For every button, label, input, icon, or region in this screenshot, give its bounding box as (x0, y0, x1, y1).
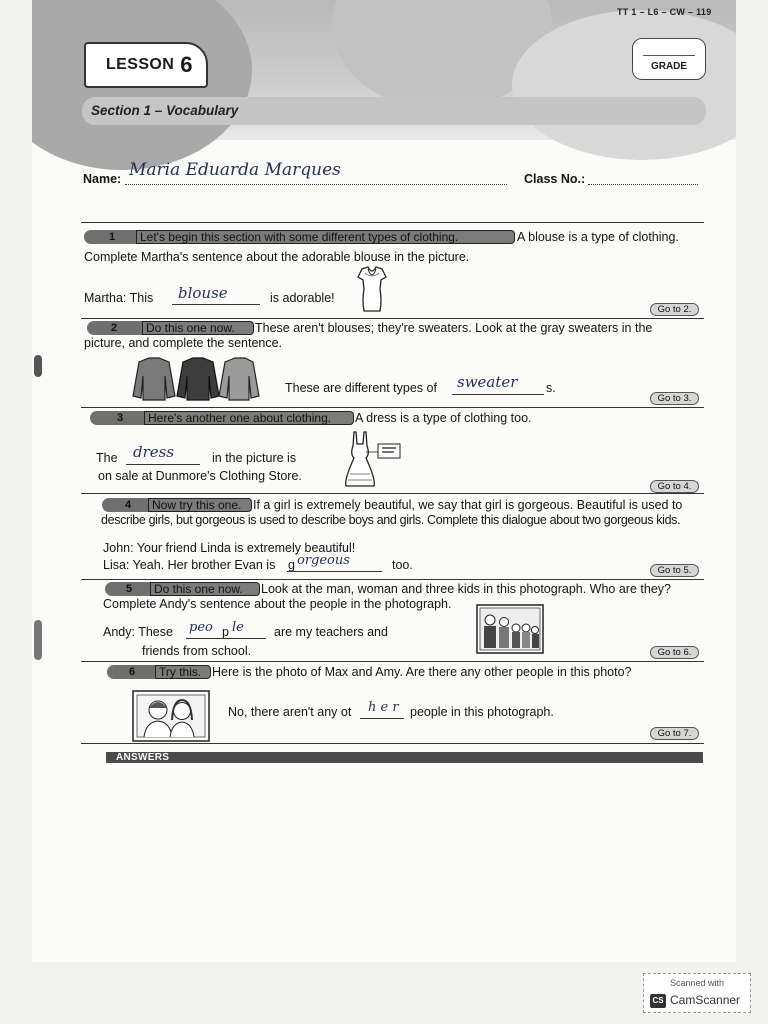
answer-suffix: are my teachers and (274, 625, 388, 639)
question-text-line2: Complete Andy's sentence about the people in the photograph. (103, 597, 452, 611)
blouse-picture (352, 265, 392, 313)
answers-label: ANSWERS (116, 752, 170, 763)
question-text-line2: describe girls, but gorgeous is used to describe boys and girls. Complete this dialogue about two gorgeous kids. (101, 513, 681, 527)
answer-line (172, 304, 260, 305)
camscanner-logo-icon: CS (650, 994, 666, 1008)
grade-line (643, 55, 695, 56)
answers-bar (106, 752, 703, 763)
lesson-badge (84, 42, 208, 88)
worksheet-page (32, 0, 736, 962)
go-to-4-button[interactable]: Go to 4. (650, 480, 699, 493)
couple-photo-picture (132, 690, 210, 742)
answer-line (287, 571, 382, 572)
go-to-6-button[interactable]: Go to 6. (650, 646, 699, 659)
go-to-5-button[interactable]: Go to 5. (650, 564, 699, 577)
answer-line (360, 718, 404, 719)
divider-rule (81, 222, 704, 223)
question-text-line2: Complete Martha's sentence about the adorable blouse in the picture. (84, 250, 470, 264)
answer-suffix: in the picture is (212, 451, 297, 465)
group-photo-picture (476, 604, 544, 654)
name-label: Name: (83, 172, 122, 186)
answer-suffix: is adorable! (270, 291, 335, 305)
sweaters-picture (129, 356, 261, 402)
answer-suffix: people in this photograph. (410, 705, 554, 719)
question-number: 1 (108, 231, 116, 243)
answer-handwritten: le (232, 620, 244, 635)
answer-suffix: s. (546, 381, 556, 395)
class-dotted-line (588, 184, 698, 185)
answer-suffix: too. (392, 558, 413, 572)
divider-rule (81, 318, 704, 319)
lesson-number: 6 (180, 52, 193, 77)
divider-rule (81, 493, 704, 494)
answer-line (186, 638, 266, 639)
question-text-line2: picture, and complete the sentence. (84, 336, 283, 350)
answer-prefix: These are different types of (285, 381, 437, 395)
answer-line3: friends from school. (142, 644, 252, 658)
question-text: A dress is a type of clothing too. (355, 411, 532, 425)
binder-hole (34, 355, 42, 377)
answer-printed-letter: g (288, 558, 295, 572)
worksheet-code: TT 1 – L6 – CW – 119 (617, 7, 712, 17)
answer-prefix: Lisa: Yeah. Her brother Evan is (103, 558, 276, 572)
question-number: 3 (116, 412, 124, 424)
name-value: Maria Eduarda Marques (129, 160, 341, 180)
answer-handwritten: blouse (178, 284, 228, 302)
answer-handwritten: h e r (368, 700, 399, 715)
lesson-label: LESSON (106, 56, 175, 73)
camscanner-watermark (643, 973, 751, 1013)
divider-rule (81, 743, 704, 744)
grade-box (632, 38, 706, 80)
watermark-brand: CamScanner (670, 993, 741, 1007)
question-text: Look at the man, woman and three kids in this photograph. Who are they? (261, 582, 671, 596)
class-label: Class No.: (524, 172, 586, 186)
question-text-line2: on sale at Dunmore's Clothing Store. (98, 469, 302, 483)
go-to-2-button[interactable]: Go to 2. (650, 303, 699, 316)
answer-handwritten: peo (189, 620, 213, 635)
divider-rule (81, 407, 704, 408)
answer-handwritten: dress (133, 443, 175, 461)
question-highlight: Do this one now. (150, 582, 260, 596)
grade-label: GRADE (650, 61, 688, 72)
answer-prefix: Martha: This (84, 291, 154, 305)
go-to-3-button[interactable]: Go to 3. (650, 392, 699, 405)
question-number: 5 (125, 583, 133, 595)
section-title-bar: Section 1 – Vocabulary (82, 97, 706, 125)
question-text: These aren't blouses; they're sweaters. Look at the gray sweaters in the (255, 321, 653, 335)
answer-handwritten: sweater (457, 373, 518, 391)
answer-line (126, 464, 200, 465)
question-number: 4 (124, 499, 132, 511)
answer-printed-letter: p (222, 625, 229, 639)
question-highlight: Try this. (155, 665, 211, 679)
question-number: 2 (110, 322, 118, 334)
go-to-7-button[interactable]: Go to 7. (650, 727, 699, 740)
question-highlight: Here's another one about clothing. (144, 411, 354, 425)
question-highlight: Now try this one. (148, 498, 252, 512)
binder-hole (34, 620, 42, 660)
question-text: If a girl is extremely beautiful, we say that girl is gorgeous. Beautiful is used to (253, 498, 683, 512)
answer-handwritten: orgeous (297, 553, 350, 568)
answer-prefix: No, there aren't any ot (228, 705, 352, 719)
question-highlight: Do this one now. (142, 321, 254, 335)
question-highlight: Let's begin this section with some different types of clothing. (136, 230, 515, 244)
answer-prefix: Andy: These (103, 625, 173, 639)
question-number: 6 (128, 666, 136, 678)
answer-line (452, 394, 544, 395)
divider-rule (81, 579, 704, 580)
divider-rule (81, 661, 704, 662)
watermark-caption: Scanned with (669, 978, 725, 988)
name-dotted-line (125, 184, 507, 185)
question-text: Here is the photo of Max and Amy. Are there any other people in this photo? (212, 665, 632, 679)
answer-prefix: The (96, 451, 118, 465)
dress-picture (342, 430, 404, 490)
dialogue-john: John: Your friend Linda is extremely beautiful! (103, 541, 356, 555)
question-text: A blouse is a type of clothing. (517, 230, 679, 244)
